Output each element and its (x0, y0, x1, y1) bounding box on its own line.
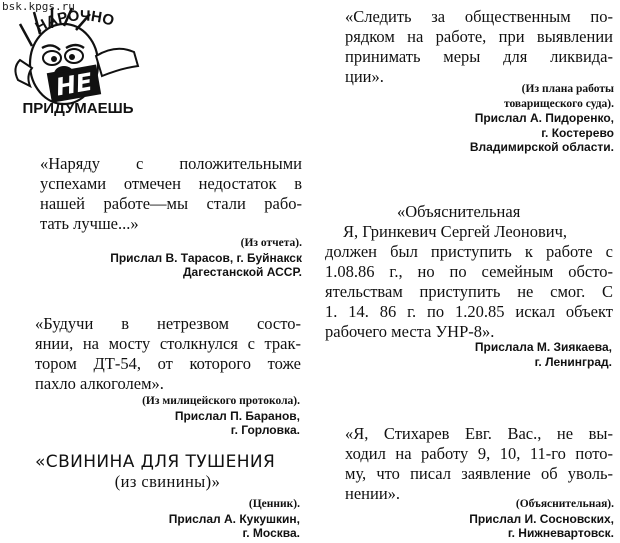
source-label: (Из отчета). (240, 237, 302, 249)
quote-line: «Объяснительная (397, 202, 521, 221)
quote-line: янии, на мосту столкнулся с трак- (35, 334, 301, 353)
source-label: (Из плана работы (521, 83, 614, 95)
quote-line: «Наряду с положительными (40, 154, 302, 173)
quote-line: «Я, Стихарев Евг. Вас., не вы- (345, 424, 613, 443)
quote-line: должен был приступить к работе с (325, 242, 613, 261)
sender-line: г. Москва. (242, 526, 300, 540)
sender-line: г. Нижневартовск. (507, 526, 614, 540)
sender-line: Прислал В. Тарасов, г. Буйнакск (110, 250, 302, 265)
quote-report (40, 154, 302, 234)
quote-explanatory-1 (325, 202, 613, 342)
narochno-ne-pridumaesh-logo (6, 6, 148, 118)
cartoon-face-icon (6, 6, 148, 118)
credit-explanatory-1 (475, 340, 612, 369)
quote-line: 1. 14. 86 г. по 1.20.85 искал объект (325, 302, 613, 321)
quote-line: нении». (345, 484, 401, 503)
quote-line: (из свинины)» (114, 472, 221, 491)
sender-line: Владимирской области. (469, 140, 614, 154)
quote-line: тором ДТ-54, от которого тоже (35, 354, 301, 373)
quote-line: ходил на работу 9, 10, 11-го пото- (345, 444, 613, 463)
quote-line: му, что писал заявление об уволь- (345, 464, 613, 483)
sender-line: г. Ленинград. (534, 354, 612, 369)
quote-line: принимать меры для ликвида- (345, 47, 613, 66)
quote-line: ции». (345, 67, 384, 86)
quote-line: «СВИНИНА ДЛЯ ТУШЕНИЯ (35, 452, 276, 472)
watermark: bsk.kpgs.ru (2, 0, 75, 13)
credit-price-tag (169, 497, 300, 541)
quote-court-plan (345, 7, 613, 87)
credit-protocol (142, 394, 300, 438)
credit-court-plan (470, 82, 614, 155)
sender-line: Прислал А. Кукушкин, (168, 511, 300, 526)
sender-line: Прислал И. Сосновских, (469, 511, 614, 526)
quote-line: ятельствам приступить не смог. С (325, 282, 613, 301)
sender-line: Прислала М. Зиякаева, (474, 340, 612, 354)
logo-bottom-text: ПРИДУМАЕШЬ (22, 100, 134, 117)
quote-line: 1.08.86 г., но по семейным обсто- (325, 262, 613, 281)
credit-report (110, 236, 302, 280)
logo-middle-text: НЕ (53, 67, 95, 102)
source-label: (Ценник). (248, 498, 300, 510)
source-label: (Объяснительная). (515, 498, 614, 510)
quote-line: рабочего места УНР-8». (325, 322, 495, 341)
sender-line: Прислал П. Баранов, (174, 408, 300, 423)
sender-line: г. Горловка. (230, 423, 300, 437)
credit-explanatory-2 (469, 497, 614, 541)
source-label: (Из милицейского протокола). (142, 395, 300, 407)
sender-line: Прислал А. Пидоренко, (474, 111, 614, 125)
quote-line: пахло алкоголем». (35, 374, 164, 393)
quote-line: Я, Гринкевич Сергей Леонович, (343, 222, 568, 241)
quote-explanatory-2 (345, 424, 613, 504)
source-label: товарищеского суда). (503, 97, 614, 110)
quote-line: «Следить за общественным по- (345, 7, 613, 26)
logo-top-text: НАРОЧНО (32, 7, 117, 37)
quote-price-tag (35, 452, 300, 492)
quote-protocol (35, 314, 301, 394)
quote-line: тать лучше...» (40, 214, 139, 233)
quote-line: рядком на работе, при выявлении (345, 27, 613, 46)
quote-line: успехами отмечен недостаток в (40, 174, 302, 193)
sender-line: Дагестанской АССР. (182, 265, 302, 279)
sender-line: г. Костерево (541, 125, 614, 140)
quote-line: «Будучи в нетрезвом состо- (35, 314, 301, 333)
quote-line: нашей работе—мы стали рабо- (40, 194, 302, 213)
